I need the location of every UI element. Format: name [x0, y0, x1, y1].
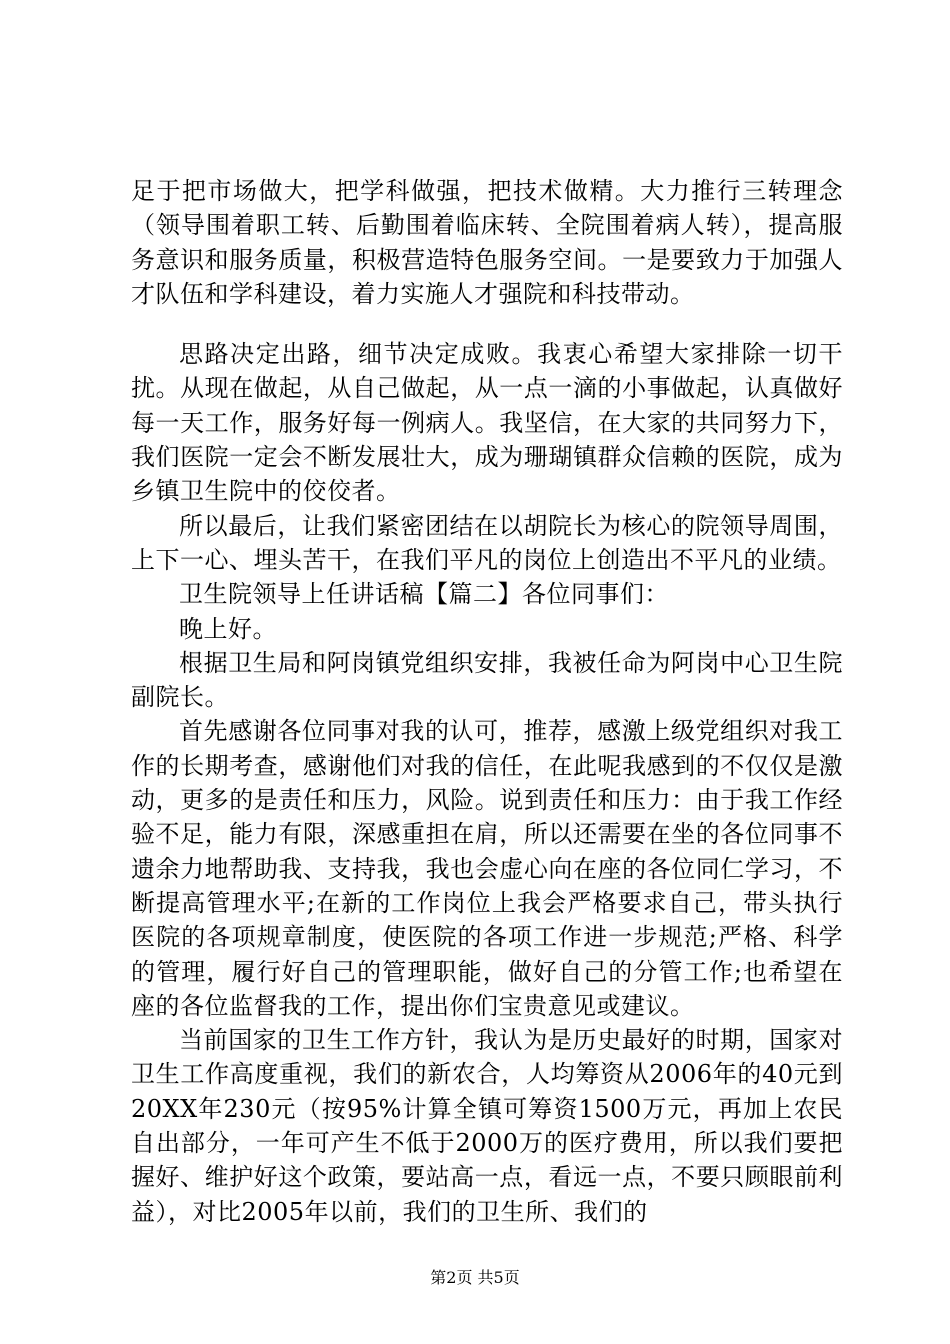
paragraph: 思路决定出路，细节决定成败。我衷心希望大家排除一切干扰。从现在做起，从自己做起，从一点一滴的小事做起，认真做好每一天工作，服务好每一例病人。我坚信，在大家的共同努力下，我们医院一定会不断发展壮大，成为珊瑚镇群众信赖的医院，成为乡镇卫生院中的佼佼者。	[131, 340, 843, 506]
paragraph: 首先感谢各位同事对我的认可，推荐，感激上级党组织对我工作的长期考查，感谢他们对我的信任，在此呢我感到的不仅仅是激动，更多的是责任和压力，风险。说到责任和压力：由于我工作经验不足，能力有限，深感重担在肩，所以还需要在坐的各位同事不遗余力地帮助我、支持我，我也会虚心向在座的各位同仁学习，不断提高管理水平;在新的工作岗位上我会严格要求自己，带头执行医院的各项规章制度，使医院的各项工作进一步规范;严格、科学的管理，履行好自己的管理职能，做好自己的分管工作;也希望在座的各位监督我的工作，提出你们宝贵意见或建议。	[131, 717, 843, 1020]
page-number-footer: 第2页 共5页	[430, 1268, 520, 1287]
paragraph: 当前国家的卫生工作方针，我认为是历史最好的时期，国家对卫生工作高度重视，我们的新农合，人均筹资从2006年的40元到20XX年230元（按95%计算全镇可筹资1500万元，再加上农民自出部分，一年可产生不低于2000万的医疗费用，所以我们要把握好、维护好这个政策，要站高一点，看远一点，不要只顾眼前利益），对比2005年以前，我们的卫生所、我们的	[131, 1026, 843, 1226]
paragraph-continuation: 足于把市场做大，把学科做强，把技术做精。大力推行三转理念（领导围着职工转、后勤围着临床转、全院围着病人转），提高服务意识和服务质量，积极营造特色服务空间。一是要致力于加强人才队伍和学科建设，着力实施人才强院和科技带动。	[131, 177, 843, 308]
section-heading: 卫生院领导上任讲话稿【篇二】各位同事们：	[179, 580, 669, 609]
paragraph: 所以最后，让我们紧密团结在以胡院长为核心的院领导周围，上下一心、埋头苦干，在我们平凡的岗位上创造出不平凡的业绩。	[131, 511, 843, 574]
greeting: 晚上好。	[179, 614, 277, 643]
document-body	[131, 174, 843, 1229]
paragraph: 根据卫生局和阿岗镇党组织安排，我被任命为阿岗中心卫生院副院长。	[131, 648, 843, 712]
